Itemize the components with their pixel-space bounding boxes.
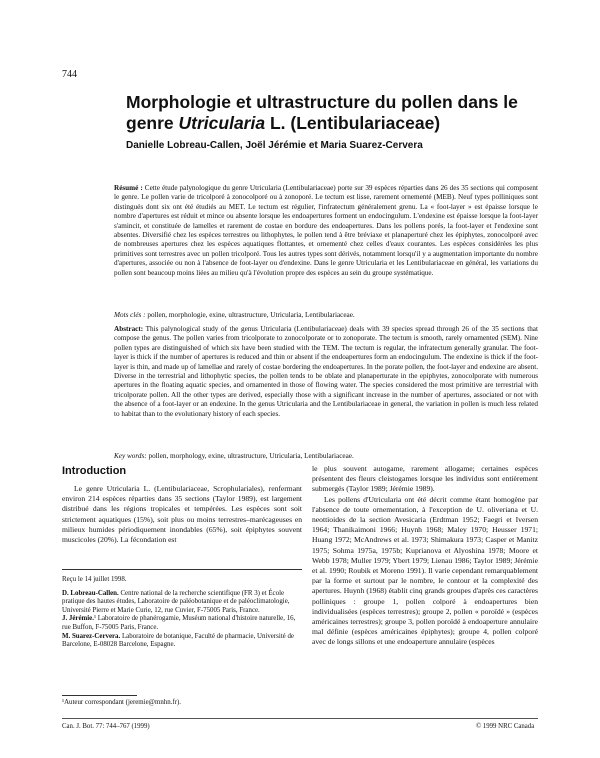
corresponding-divider bbox=[62, 695, 137, 696]
paper-title bbox=[126, 92, 546, 134]
abstract-label: Abstract: bbox=[114, 325, 144, 333]
intro-left-column bbox=[62, 484, 302, 545]
abstract-text: This palynological study of the genus Utricularia (Lentibulariaceae) deals with 39 species spread through 26 of the 35 sections that compose the genus. The pollen varies from tricolporate to zonocolporate or to zonoporate. The tectum is smooth, rarely ornamented (SEM). Nine pollen types are distinguished of which six have been studied with the TEM. The tectum is regular, the infratectum generally granular. The foot-layer is thick if the number of apertures is reduced and thin or absent if the endoapertures form an endocingulum. The endexine is thick if the foot-layer is thin, and made up of lamellae and rarely of costae bordering the endoapertures. In the porate pollen, the foot-layer and endexine are absent. Diverse in the terrestrial and lithophytic species, the pollen tends to be oblate and planaperturate in the epiphytes, zonocolporate with numerous apertures in the floating aquatic species, and ornamented in those of flowing water. The species considered the most primitive are terrestrial with tricolporate pollen. All the other types are derived, especially those with a significant increase in the number of apertures, associated or not with the absence of a foot-layer or an endexine. In the genus Utricularia and the Lentibulariaceae in general, the variation in pollen is much less related to habitat than to the evolutionary history of each species. bbox=[114, 325, 538, 418]
affiliation-2 bbox=[62, 615, 302, 632]
journal-citation: Can. J. Bot. 77: 744–767 (1999) bbox=[62, 723, 150, 730]
mots-cles-text: pollen, morphologie, exine, ultrastructure, Utricularia, Lentibulariaceae. bbox=[145, 311, 355, 319]
mots-cles-label: Mots clés : bbox=[114, 311, 146, 319]
affiliation-3-text: Laboratoire de botanique, Faculté de pharmacie, Université de Barcelone, E-08028 Barcelone, Espagne. bbox=[62, 632, 294, 649]
affiliation-2-name: J. Jérémie. bbox=[62, 615, 94, 623]
intro-right-paragraph-1: le plus souvent autogame, rarement allogame; certaines espèces présentent des fleurs cleistogames lorsque les individus sont entièrement submergés (Taylor 1989; Jérémie 1989). bbox=[312, 464, 538, 494]
received-date: Reçu le 14 juillet 1998. bbox=[62, 576, 127, 583]
abstract-paragraph bbox=[114, 325, 538, 419]
keywords bbox=[114, 452, 538, 461]
keywords-text: pollen, morphology, exine, ultrastructure, Utricularia, Lentibulariaceae. bbox=[146, 452, 354, 460]
corresponding-author: ¹Auteur correspondant (jeremie@mnhn.fr). bbox=[62, 699, 182, 706]
copyright: © 1999 NRC Canada bbox=[476, 723, 535, 730]
footnote-divider bbox=[62, 569, 302, 570]
title-part-1: Morphologie et ultrastructure du pollen dans le genre bbox=[126, 92, 518, 133]
mots-cles bbox=[114, 311, 538, 320]
affiliation-1-name: D. Lobreau-Callen. bbox=[62, 589, 119, 597]
title-genus: Utricularia bbox=[178, 113, 266, 133]
authors: Danielle Lobreau-Callen, Joël Jérémie et Maria Suarez-Cervera bbox=[126, 140, 423, 151]
intro-left-paragraph: Le genre Utricularia L. (Lentibulariaceae, Scrophulariales), renfermant environ 214 espèces réparties dans 35 sections (Taylor 1989), est largement distribué dans les régions tropicales et tempérées. Les espèces sont soit strictement aquatiques (15%), soit plus ou moins terrestres–marécageuses en milieux humides périodiquement inondables (65%), soit épiphytes souvent muscicoles (20%). La fécondation est bbox=[62, 484, 302, 545]
resume-paragraph bbox=[114, 184, 538, 278]
intro-right-column bbox=[312, 464, 538, 648]
affiliations bbox=[62, 576, 302, 650]
affiliation-3-name: M. Suarez-Cervera. bbox=[62, 632, 121, 640]
affiliation-1 bbox=[62, 590, 302, 616]
affiliation-2-text: ¹ Laboratoire de phanérogamie, Muséum national d'histoire naturelle, 16, rue Buffon, F-75005 Paris, France. bbox=[62, 615, 296, 631]
intro-right-paragraph-2: Les pollens d'Utricularia ont été décrit comme étant homogène par l'absence de toute ornementation, à l'exception de U. oliveriana et U. neottioides de la section Avesicaria (Erdtman 1952; Faegri et Iversen 1964; Thanikaimoni 1966; Huynh 1968; Maley 1970; Heusser 1971; Huang 1972; McAndrews et al. 1973; Shimakura 1973; Casper et Manitz 1975; Sohma 1975a, 1975b; Kuprianova et Alyoshina 1978; Moore et Webb 1978; Muller 1979; Ybert 1979; Lienau 1986; Taylor 1989; Jérémie et al. 1990; Roubik et Moreno 1991). Il varie cependant remarquablement par la forme et surtout par le nombre, le contour et la complexité des apertures. Huynh (1968) établit cinq grands groupes d'après ces caractères polliniques : groupe 1, pollen colporé à endoapertures bien individualisées (espèces terrestres); groupe 2, pollen « poroïdé » (espèces américaines terrestres); groupe 3, pollen poroïdé à endoaperture annulaire mal définie (espèces américaines épiphytes); groupe 4, pollen colporé avec de longs sillons et une endoaperture annulaire (espèces bbox=[312, 494, 538, 647]
footer-divider bbox=[62, 718, 538, 719]
page-number: 744 bbox=[62, 69, 77, 80]
affiliation-3 bbox=[62, 633, 302, 650]
resume-label: Résumé : bbox=[114, 184, 143, 192]
keywords-label: Key words: bbox=[114, 452, 147, 460]
affiliation-1-text: Centre national de la recherche scientifique (FR 3) et École pratique des hautes études, Laboratoire de paléobotanique et de paléoclimatologie, Université Pierre et Marie Curie, 12, rue Cuvier, F-75005 Paris, France. bbox=[62, 589, 290, 614]
title-part-2: L. (Lentibulariaceae) bbox=[265, 113, 441, 133]
resume-text: Cette étude palynologique du genre Utricularia (Lentibulariaceae) porte sur 39 espèces réparties dans 26 des 35 sections qui composent le genre. Le pollen varie de tricolporé à zonocolporé ou à zonoporé. Le tectum est lisse, rarement ornementé (MEB). Neuf types polliniques sont distingués dont six ont été étudiés au MET. Le tectum est régulier, l'infratectum généralement grenu. La « foot-layer » est épaisse lorsque le nombre d'apertures est réduit et mince ou absente lorsque les endoapertures forment un endocingulum. L'endexine est épaisse lorsque la foot-layer s'amincit, et constituée de lamelles et rarement de costae en bordure des endoapertures. Dans les pollens porés, la foot-layer et l'endexine sont absentes. Diversifié chez les espèces terrestres ou lithophytes, le pollen tend à être bréviaxe et planaperturé chez les épiphytes, zonocolporé avec de nombreuses apertures chez les espèces aquatiques flottantes, et ornementé chez celles d'eaux courantes. Les espèces considérées les plus primitives sont terrestres avec un pollen tricolporé. Tous les autres types sont dérivés, notamment lorsqu'il y a augmentation importante du nombre d'apertures, associée ou non à l'absence de foot-layer ou d'endexine. Dans le genre Utricularia et les Lentibulariaceae en général, les variations du pollen sont beaucoup moins liées au milieu qu'à l'évolution propre des espèces au sein du groupe systématique. bbox=[114, 184, 538, 277]
introduction-heading: Introduction bbox=[62, 465, 127, 477]
